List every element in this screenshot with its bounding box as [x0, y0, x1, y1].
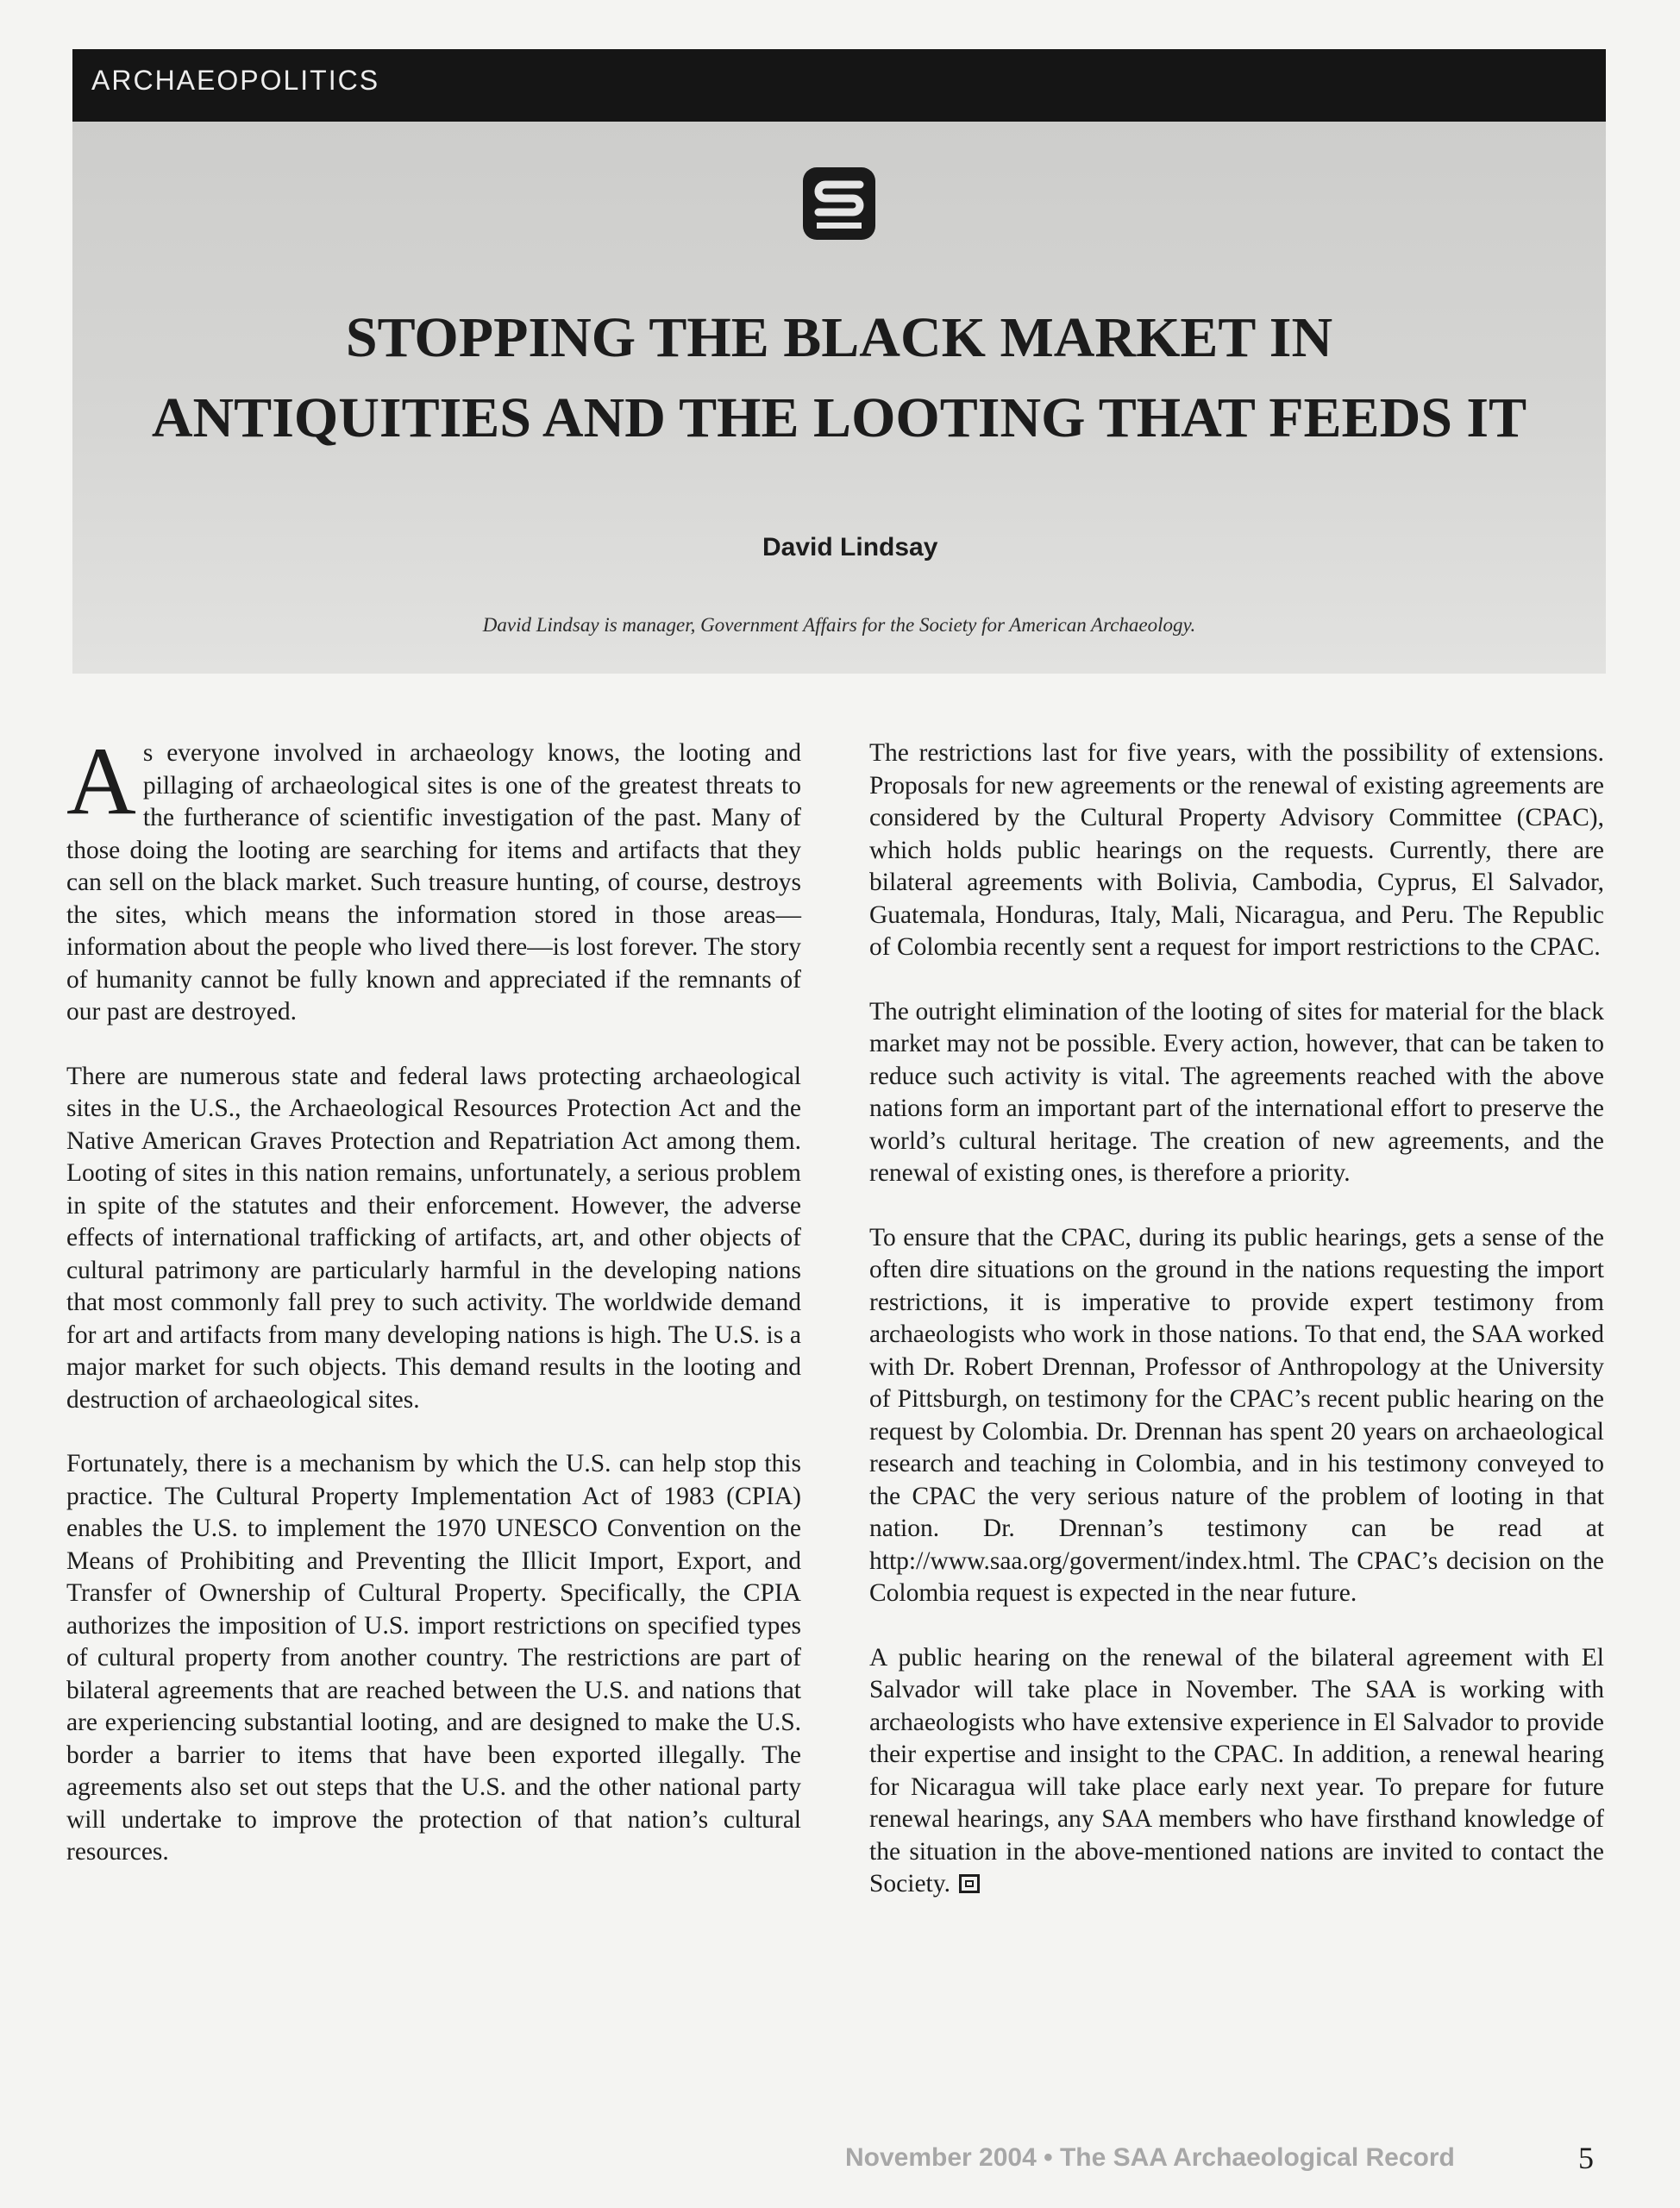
section-label: ARCHAEOPOLITICS [91, 65, 380, 96]
drop-cap: A [66, 728, 136, 835]
author-note: David Lindsay is manager, Government Affairs for the Society for American Archaeology. [482, 614, 1196, 636]
paragraph: There are numerous state and federal laws protecting archaeological sites in the U.S., the Archaeological Resources Protection Act and the Native American Graves Protection and Repatriation Act among them. Looting of sites in this nation remains, unfortunately, a serious problem in spite of the statutes and their enforcement. However, the adverse effects of international trafficking of artifacts, art, and other objects of cultural patrimony are particularly harmful in the developing nations that most commonly fall prey to such activity. The worldwide demand for art and artifacts from many developing nations is high. The U.S. is a major market for such objects. This demand results in the looting and destruction of archaeological sites. [66, 1062, 801, 1414]
paragraph: The outright elimination of the looting of sites for material for the black market may not be possible. Every action, however, that can be taken to reduce such activity is vital. The agreements reached with the above nations form an important part of the international effort to preserve the world’s cultural heritage. The creation of new agreements, and the renewal of existing ones, is therefore a priority. [869, 997, 1604, 1187]
author-name: David Lindsay [762, 533, 938, 561]
footer-publication: November 2004 • The SAA Archaeological Record [845, 2143, 1455, 2172]
article-title [72, 298, 1606, 458]
paragraph: The restrictions last for five years, with the possibility of extensions. Proposals for new agreements or the renewal of existing agreements are considered by the Cultural Property Advisory Committee (CPAC), which holds public hearings on the requests. Currently, there are bilateral agreements with Bolivia, Cambodia, Cyprus, El Salvador, Guatemala, Honduras, Italy, Mali, Nicaragua, and Peru. The Republic of Colombia recently sent a request for import restrictions to the CPAC. [869, 739, 1604, 961]
section-header-bar [72, 49, 1606, 122]
paragraph: A public hearing on the renewal of the bilateral agreement with El Salvador will take place in November. The SAA is working with archaeologists who have extensive experience in El Salvador to provide their expertise and insight to the CPAC. In addition, a renewal hearing for Nicaragua will take place early next year. To prepare for future renewal hearings, any SAA members who have firsthand knowledge of the situation in the above-mentioned nations are invited to contact the Society. [869, 1643, 1604, 1898]
paragraph: To ensure that the CPAC, during its public hearings, gets a sense of the often dire situations on the ground in the nations requesting the import restrictions, it is imperative to provide expert testimony from archaeologists who work in those nations. To that end, the SAA worked with Dr. Robert Drennan, Professor of Anthropology at the University of Pittsburgh, on testimony for the CPAC’s recent public hearing on the request by Colombia. Dr. Drennan has spent 20 years on archaeological research and teaching in Colombia, and in his testimony conveyed to the CPAC the very serious nature of the problem of looting in that nation. Dr. Drennan’s testimony can be read at http://www.saa.org/goverment/index.html. The CPAC’s decision on the Colombia request is expected in the near future. [869, 1223, 1604, 1607]
paragraph: As everyone involved in archaeology knows, the looting and pillaging of archaeological sites is one of the greatest threats to the furtherance of scientific investigation of the past. Many of those doing the looting are searching for items and artifacts that they can sell on the black market. Such treasure hunting, of course, destroys the sites, which means the information stored in those areas—information about the people who lived there—is lost forever. The story of humanity cannot be fully known and appreciated if the remnants of our past are destroyed. [66, 728, 801, 1026]
right-column [869, 737, 1604, 1933]
title-line-2: ANTIQUITIES AND THE LOOTING THAT FEEDS IT [151, 386, 1527, 449]
title-line-1: STOPPING THE BLACK MARKET IN [345, 306, 1333, 369]
left-column [66, 728, 801, 1901]
paragraph: Fortunately, there is a mechanism by which the U.S. can help stop this practice. The Cultural Property Implementation Act of 1983 (CPIA) enables the U.S. to implement the 1970 UNESCO Convention on the Means of Prohibiting and Preventing the Illicit Import, Export, and Transfer of Ownership of Cultural Property. Specifically, the CPIA authorizes the imposition of U.S. import restrictions on specified types of cultural property from another country. The restrictions are part of bilateral agreements that are reached between the U.S. and nations that are experiencing substantial looting, and are designed to make the U.S. border a barrier to items that have been exported illegally. The agreements also set out steps that the U.S. and the other national party will undertake to improve the protection of that nation’s cultural resources. [66, 1450, 801, 1866]
saa-logo-icon [798, 162, 881, 245]
page-number: 5 [1578, 2141, 1594, 2175]
end-mark-icon [959, 1874, 980, 1893]
